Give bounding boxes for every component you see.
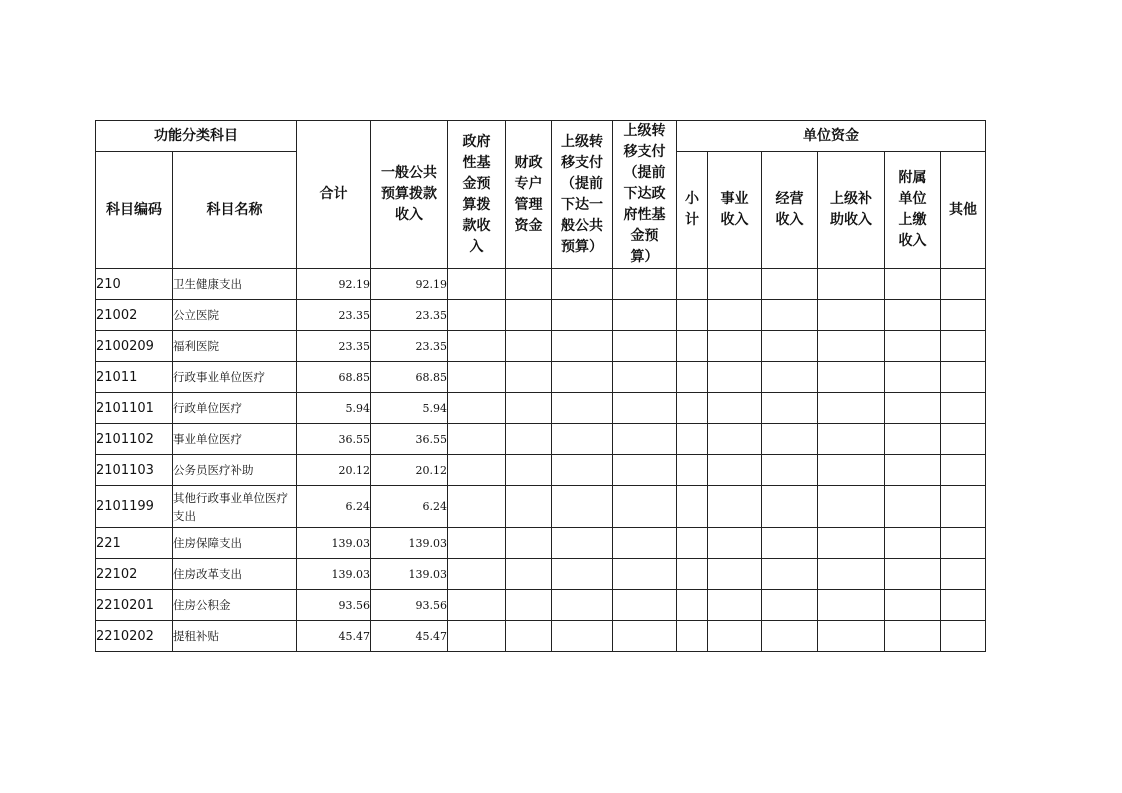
empty-cell: [613, 362, 677, 393]
table-row: [96, 455, 986, 486]
empty-cell: [885, 528, 941, 559]
general-public-cell: 139.03: [371, 559, 448, 590]
empty-cell: [885, 621, 941, 652]
empty-cell: [448, 455, 506, 486]
empty-cell: [613, 269, 677, 300]
empty-cell: [708, 455, 762, 486]
total-cell: 68.85: [297, 362, 371, 393]
empty-cell: [552, 621, 613, 652]
empty-cell: [708, 331, 762, 362]
empty-cell: [708, 528, 762, 559]
subject-code-cell: 221: [96, 528, 173, 559]
empty-cell: [613, 424, 677, 455]
table-row: [96, 424, 986, 455]
empty-cell: [818, 269, 885, 300]
empty-cell: [448, 590, 506, 621]
subject-code-cell: 2101102: [96, 424, 173, 455]
empty-cell: [818, 559, 885, 590]
empty-cell: [677, 486, 708, 528]
empty-cell: [762, 590, 818, 621]
subject-code-cell: 2100209: [96, 331, 173, 362]
total-cell: 23.35: [297, 331, 371, 362]
table-row: [96, 393, 986, 424]
general-public-cell: 68.85: [371, 362, 448, 393]
empty-cell: [708, 424, 762, 455]
header-upper-transfer-fund: 上级转移支付（提前下达政府性基金预算）: [613, 121, 677, 269]
subject-name-cell: 福利医院: [173, 331, 297, 362]
empty-cell: [885, 590, 941, 621]
empty-cell: [941, 424, 986, 455]
budget-table: [95, 120, 986, 652]
header-general-public: 一般公共预算拨款收入: [371, 121, 448, 269]
table-body: [96, 269, 986, 652]
empty-cell: [885, 486, 941, 528]
empty-cell: [885, 393, 941, 424]
empty-cell: [818, 621, 885, 652]
total-cell: 45.47: [297, 621, 371, 652]
empty-cell: [448, 269, 506, 300]
empty-cell: [552, 528, 613, 559]
empty-cell: [448, 486, 506, 528]
empty-cell: [762, 331, 818, 362]
subject-code-cell: 2101199: [96, 486, 173, 528]
empty-cell: [708, 590, 762, 621]
total-cell: 5.94: [297, 393, 371, 424]
subject-name-cell: 其他行政事业单位医疗支出: [173, 486, 297, 528]
empty-cell: [885, 269, 941, 300]
empty-cell: [708, 300, 762, 331]
empty-cell: [941, 269, 986, 300]
general-public-cell: 20.12: [371, 455, 448, 486]
empty-cell: [677, 455, 708, 486]
total-cell: 139.03: [297, 559, 371, 590]
empty-cell: [613, 331, 677, 362]
empty-cell: [885, 362, 941, 393]
table-row: [96, 528, 986, 559]
empty-cell: [885, 331, 941, 362]
empty-cell: [448, 559, 506, 590]
general-public-cell: 23.35: [371, 331, 448, 362]
general-public-cell: 36.55: [371, 424, 448, 455]
subject-name-cell: 住房改革支出: [173, 559, 297, 590]
header-fiscal-special: 财政专户管理资金: [506, 121, 552, 269]
total-cell: 139.03: [297, 528, 371, 559]
empty-cell: [818, 362, 885, 393]
empty-cell: [613, 300, 677, 331]
empty-cell: [506, 590, 552, 621]
subject-code-cell: 2101101: [96, 393, 173, 424]
subject-name-cell: 住房公积金: [173, 590, 297, 621]
empty-cell: [762, 362, 818, 393]
empty-cell: [552, 590, 613, 621]
empty-cell: [506, 362, 552, 393]
general-public-cell: 92.19: [371, 269, 448, 300]
table-row: [96, 331, 986, 362]
subject-name-cell: 公务员医疗补助: [173, 455, 297, 486]
empty-cell: [506, 331, 552, 362]
empty-cell: [818, 486, 885, 528]
header-upper-transfer-general: 上级转移支付（提前下达一般公共预算）: [552, 121, 613, 269]
empty-cell: [818, 393, 885, 424]
empty-cell: [708, 393, 762, 424]
subject-name-cell: 住房保障支出: [173, 528, 297, 559]
empty-cell: [762, 269, 818, 300]
empty-cell: [941, 300, 986, 331]
subject-code-cell: 210: [96, 269, 173, 300]
empty-cell: [762, 455, 818, 486]
empty-cell: [552, 424, 613, 455]
empty-cell: [708, 559, 762, 590]
total-cell: 6.24: [297, 486, 371, 528]
empty-cell: [552, 455, 613, 486]
subject-name-cell: 行政事业单位医疗: [173, 362, 297, 393]
header-subject-code: 科目编码: [96, 152, 173, 269]
total-cell: 20.12: [297, 455, 371, 486]
header-unit-funds: 单位资金: [677, 121, 986, 152]
empty-cell: [818, 331, 885, 362]
empty-cell: [941, 486, 986, 528]
empty-cell: [552, 486, 613, 528]
empty-cell: [762, 300, 818, 331]
empty-cell: [941, 362, 986, 393]
empty-cell: [552, 393, 613, 424]
total-cell: 92.19: [297, 269, 371, 300]
table-row: [96, 486, 986, 528]
subject-name-cell: 卫生健康支出: [173, 269, 297, 300]
empty-cell: [506, 455, 552, 486]
empty-cell: [506, 486, 552, 528]
empty-cell: [448, 300, 506, 331]
empty-cell: [708, 486, 762, 528]
empty-cell: [885, 300, 941, 331]
empty-cell: [677, 269, 708, 300]
empty-cell: [941, 331, 986, 362]
empty-cell: [448, 424, 506, 455]
empty-cell: [818, 455, 885, 486]
empty-cell: [552, 331, 613, 362]
empty-cell: [941, 393, 986, 424]
empty-cell: [613, 455, 677, 486]
empty-cell: [613, 393, 677, 424]
empty-cell: [677, 331, 708, 362]
empty-cell: [941, 590, 986, 621]
empty-cell: [552, 362, 613, 393]
general-public-cell: 23.35: [371, 300, 448, 331]
general-public-cell: 93.56: [371, 590, 448, 621]
empty-cell: [552, 300, 613, 331]
empty-cell: [613, 528, 677, 559]
empty-cell: [506, 269, 552, 300]
table-row: [96, 590, 986, 621]
empty-cell: [552, 559, 613, 590]
empty-cell: [818, 528, 885, 559]
empty-cell: [818, 300, 885, 331]
subject-code-cell: 21002: [96, 300, 173, 331]
empty-cell: [885, 559, 941, 590]
empty-cell: [677, 528, 708, 559]
subject-code-cell: 22102: [96, 559, 173, 590]
empty-cell: [677, 424, 708, 455]
table-row: [96, 621, 986, 652]
empty-cell: [613, 590, 677, 621]
total-cell: 36.55: [297, 424, 371, 455]
empty-cell: [762, 486, 818, 528]
header-operating-income: 经营收入: [762, 152, 818, 269]
empty-cell: [677, 300, 708, 331]
empty-cell: [613, 486, 677, 528]
empty-cell: [677, 621, 708, 652]
table-row: [96, 300, 986, 331]
empty-cell: [708, 362, 762, 393]
header-other: 其他: [941, 152, 986, 269]
subject-code-cell: 2210201: [96, 590, 173, 621]
header-subtotal: 小计: [677, 152, 708, 269]
header-func-category: 功能分类科目: [96, 121, 297, 152]
empty-cell: [941, 455, 986, 486]
subject-name-cell: 公立医院: [173, 300, 297, 331]
empty-cell: [885, 424, 941, 455]
table-row: [96, 362, 986, 393]
total-cell: 93.56: [297, 590, 371, 621]
empty-cell: [613, 621, 677, 652]
empty-cell: [762, 393, 818, 424]
empty-cell: [448, 621, 506, 652]
empty-cell: [677, 559, 708, 590]
empty-cell: [506, 300, 552, 331]
general-public-cell: 139.03: [371, 528, 448, 559]
subject-name-cell: 提租补贴: [173, 621, 297, 652]
header-subject-name: 科目名称: [173, 152, 297, 269]
table-row: [96, 559, 986, 590]
subject-code-cell: 2101103: [96, 455, 173, 486]
empty-cell: [818, 424, 885, 455]
empty-cell: [448, 528, 506, 559]
empty-cell: [941, 559, 986, 590]
subject-name-cell: 事业单位医疗: [173, 424, 297, 455]
empty-cell: [506, 621, 552, 652]
general-public-cell: 5.94: [371, 393, 448, 424]
general-public-cell: 45.47: [371, 621, 448, 652]
empty-cell: [762, 528, 818, 559]
table-row: [96, 269, 986, 300]
empty-cell: [708, 269, 762, 300]
subject-name-cell: 行政单位医疗: [173, 393, 297, 424]
subject-code-cell: 21011: [96, 362, 173, 393]
empty-cell: [941, 528, 986, 559]
empty-cell: [762, 621, 818, 652]
header-upper-subsidy: 上级补助收入: [818, 152, 885, 269]
empty-cell: [941, 621, 986, 652]
empty-cell: [448, 393, 506, 424]
header-business-income: 事业收入: [708, 152, 762, 269]
general-public-cell: 6.24: [371, 486, 448, 528]
empty-cell: [677, 362, 708, 393]
empty-cell: [762, 559, 818, 590]
total-cell: 23.35: [297, 300, 371, 331]
empty-cell: [448, 331, 506, 362]
empty-cell: [506, 393, 552, 424]
empty-cell: [677, 393, 708, 424]
empty-cell: [885, 455, 941, 486]
header-gov-fund: 政府性基金预算拨款收入: [448, 121, 506, 269]
empty-cell: [506, 528, 552, 559]
empty-cell: [448, 362, 506, 393]
header-total: 合计: [297, 121, 371, 269]
empty-cell: [818, 590, 885, 621]
subject-code-cell: 2210202: [96, 621, 173, 652]
empty-cell: [677, 590, 708, 621]
empty-cell: [708, 621, 762, 652]
empty-cell: [762, 424, 818, 455]
empty-cell: [506, 424, 552, 455]
header-affiliated-income: 附属单位上缴收入: [885, 152, 941, 269]
empty-cell: [613, 559, 677, 590]
empty-cell: [552, 269, 613, 300]
empty-cell: [506, 559, 552, 590]
